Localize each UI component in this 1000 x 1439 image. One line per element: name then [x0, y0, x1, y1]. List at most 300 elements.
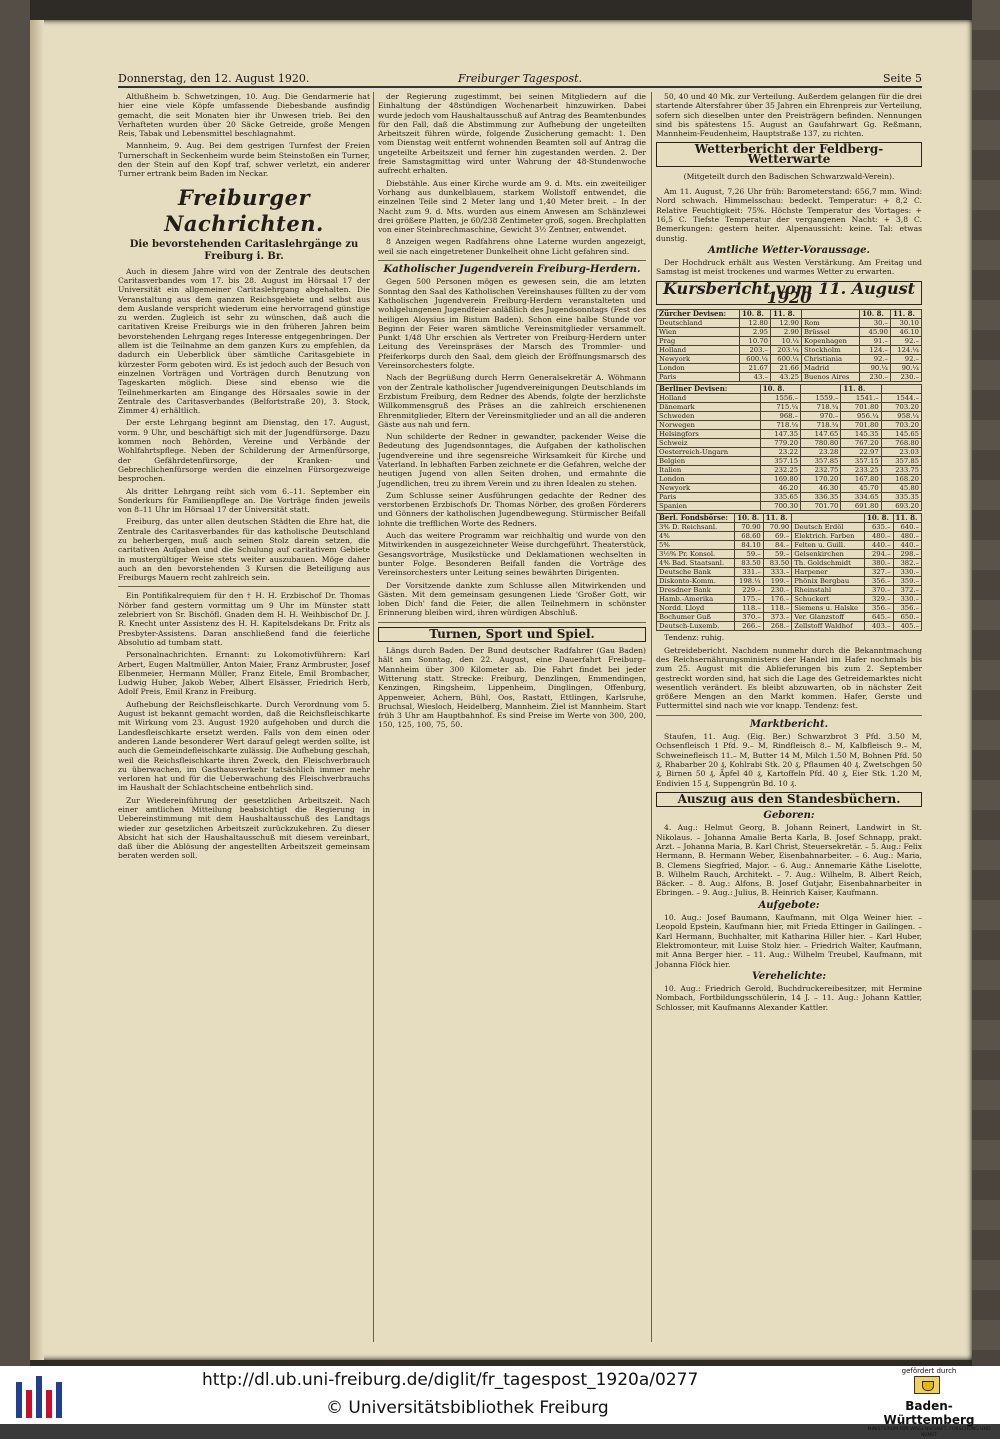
table-cell: 70.90	[735, 523, 763, 532]
column-rule	[651, 92, 652, 1342]
column-header	[802, 310, 860, 319]
table-row	[657, 493, 922, 502]
table-cell: 330.–	[893, 595, 922, 604]
article-paragraph: Der erste Lehrgang beginnt am Dienstag, den 17. August, vorm. 9 Uhr, und beschäftigt sich mit der Jugendfürsorge. Dazu kommen noch Behörden, Vereine und Verbände der Wohlfahrtspflege. Neben der Schilderung der Armenfürsorge, der Gefährdetenfürsorge, der Kranken- und Gebrechlichenfürsorge werden die einzelnen Fürsorgezweige besprochen.	[118, 418, 370, 484]
table-row	[657, 403, 922, 412]
table-cell: 118.–	[763, 604, 791, 613]
table-cell: 357.15	[841, 457, 881, 466]
table-cell: 70.90	[763, 523, 791, 532]
table-row	[657, 346, 922, 355]
column-header: 11. 8.	[771, 310, 802, 319]
column-header: Zürcher Devisen:	[657, 310, 740, 319]
table-header-row	[657, 514, 922, 523]
table-cell: 118.–	[735, 604, 763, 613]
paper-gutter-shadow	[30, 20, 44, 1360]
table-row	[657, 559, 922, 568]
table-cell: Deutsch-Luxemb.	[657, 622, 735, 631]
table-cell: 440.–	[893, 541, 922, 550]
table-cell: 266.–	[735, 622, 763, 631]
table-cell: 600.¼	[740, 355, 771, 364]
table-cell: 23.22	[760, 448, 800, 457]
column-header: Berliner Devisen:	[657, 385, 761, 394]
table-row	[657, 568, 922, 577]
table-row	[657, 373, 922, 382]
table-cell: 84.10	[735, 541, 763, 550]
table-cell: 359.–	[893, 577, 922, 586]
grain-report: Getreidebericht. Nachdem nunmehr durch die Bekanntmachung des Reichsernährungsministers der Handel im Hafer nochmals bis zum 25. August mit die Ablieferungen bis zum 2. September gestreckt worden sind, hat sich die Lage des Getreidemarktes nicht wesentlich verändert. Es bleibt abzuwarten, ob in nächster Zeit größere Mengen an den Markt kommen. Hafer, Gerste und Futtermittel sind nach wie vor knapp. Tendenz: fest.	[656, 645, 922, 711]
table-cell: 169.80	[760, 475, 800, 484]
table-cell: 145.65	[881, 430, 921, 439]
divider	[118, 586, 370, 587]
table-cell: Buenos Aires	[802, 373, 860, 382]
article-headline: Katholischer Jugendverein Freiburg-Herdern.	[383, 264, 641, 276]
table-cell: Newyork	[657, 484, 761, 493]
table-cell: 198.¼	[735, 577, 763, 586]
table-cell: Diskonto-Komm.	[657, 577, 735, 586]
ministry-name: MINISTERIUM FÜR WISSENSCHAFT, FORSCHUNG UND KUNST	[867, 1427, 991, 1438]
table-cell: Harpener	[792, 568, 865, 577]
table-cell: 650.–	[893, 613, 922, 622]
table-cell: Bochumer Guß	[657, 613, 735, 622]
column-header: 10. 8.	[865, 514, 893, 523]
forecast-title: Amtliche Wetter-Voraussage.	[708, 244, 870, 256]
table-cell: Paris	[657, 373, 740, 382]
table-cell: 357.85	[881, 457, 921, 466]
table-cell: 232.75	[801, 466, 841, 475]
table-cell: Norwegen	[657, 421, 761, 430]
table-cell: Oesterreich-Ungarn	[657, 448, 761, 457]
table-cell: 233.75	[881, 466, 921, 475]
table-cell: 124.¼	[890, 346, 921, 355]
table-cell: 23.28	[801, 448, 841, 457]
table-cell: 329.–	[865, 595, 893, 604]
table-cell: Hamb.-Amerika	[657, 595, 735, 604]
table-cell: 45.90	[859, 328, 890, 337]
table-row	[657, 595, 922, 604]
table-cell: Felten u. Guill.	[792, 541, 865, 550]
table-row	[657, 523, 922, 532]
state-crest-icon	[914, 1376, 940, 1394]
column-3	[656, 92, 922, 1342]
article-paragraph: Zum Schlusse seiner Ausführungen gedachte der Redner des verstorbenen Erzbischofs Dr. Thomas Nörber, des großen Förderers und Gönners der katholischen Jugendbewegung. Stürmischer Beifall lohnte die trefflichen Worte des Redners.	[378, 490, 646, 528]
table-row	[657, 586, 922, 595]
table-cell: 380.–	[865, 559, 893, 568]
table-cell: 23.03	[881, 448, 921, 457]
header-paper-name: Freiburger Tagespost.	[458, 72, 583, 85]
table-cell: 298.–	[893, 550, 922, 559]
table-cell: 405.–	[893, 622, 922, 631]
table-cell: 170.20	[801, 475, 841, 484]
table-row	[657, 412, 922, 421]
table-cell: 203.¼	[771, 346, 802, 355]
column-header: 10. 8.	[740, 310, 771, 319]
news-item: Ein Pontifikalrequiem für den † H. H. Erzbischof Dr. Thomas Nörber fand gestern vormittag um 9 Uhr im Münster statt zelebriert von Sr. Bischöfl. Gnaden dem H. H. Weihbischof Dr. J. R. Knecht unter Assistenz des H. H. Kapitelsdekans Dr. Fritz als Presbyter-Assistens. Daran anschließend fand die feierliche Absolutio ad tumbam statt.	[118, 591, 370, 647]
university-library-logo	[12, 1372, 64, 1418]
weather-report-text: Am 11. August, 7,26 Uhr früh: Barometerstand: 656,7 mm. Wind: Nord schwach. Himmelsschau: bedeckt. Temperatur: + 8,2 C. Relative Feuchtigkeit: 75%. Höchste Temperatur des Vortages: + 16,5 C. Tiefste Temperatur der vergangenen Nacht: + 3,8 C. Bemerkungen: gestern heiter. Alpenaussicht: keine. Tal: etwas dunstig.	[656, 187, 922, 243]
logo-bar	[36, 1376, 42, 1418]
banns-list: 10. Aug.: Josef Baumann, Kaufmann, mit Olga Weiner hier. – Leopold Epstein, Kaufmann hier, mit Frieda Ettinger in Gailingen. – Karl Hermann, Buchhalter, mit Katharina Hiller hier. – Karl Huber, Elektromonteur, mit Luise Stolz hier. – Friedrich Walter, Kaufmann, mit Anna Berger hier. – 11. Aug.: Wilhelm Treubel, Kaufmann, mit Johanna Flöck hier.	[656, 913, 922, 969]
table-cell: 45.80	[881, 484, 921, 493]
table-cell: 372.–	[893, 586, 922, 595]
table-cell: 640.–	[893, 523, 922, 532]
table-cell: Madrid	[802, 364, 860, 373]
column-header: 11. 8.	[890, 310, 921, 319]
table-cell: Spanien	[657, 502, 761, 511]
table-row	[657, 484, 922, 493]
table-cell: 30.–	[859, 319, 890, 328]
table-cell: Belgien	[657, 457, 761, 466]
table-cell: 701.70	[801, 502, 841, 511]
table-cell: 22.97	[841, 448, 881, 457]
table-cell: 45.70	[841, 484, 881, 493]
table-cell: 175.–	[735, 595, 763, 604]
table-cell: Deutsch Erdöl	[792, 523, 865, 532]
column-header	[801, 385, 841, 394]
table-cell: 335.35	[881, 493, 921, 502]
table-cell: 12.80	[740, 319, 771, 328]
table-cell: Siemens u. Halske	[792, 604, 865, 613]
table-cell: 90.¼	[890, 364, 921, 373]
table-cell: 382.–	[893, 559, 922, 568]
table-cell: 10.70	[740, 337, 771, 346]
table-cell: 701.80	[841, 403, 881, 412]
table-cell: Holland	[657, 346, 740, 355]
table-cell: 373.–	[763, 613, 791, 622]
table-cell: 701.80	[841, 421, 881, 430]
table-cell: 5%	[657, 541, 735, 550]
article-paragraph: Auch das weitere Programm war reichhaltig und wurde von den Mitwirkenden in ausgezeichneter Weise durchgeführt. Theaterstück, Gesangsvorträge, Musikstücke und Deklamationen wechselten in bunter Folge. Besonderen Beifall fanden die Vorträge des Vereinsorchesters unter Leitung seines bewährten Dirigenten.	[378, 531, 646, 578]
next-page-edge	[972, 0, 1000, 1366]
table-cell: 356.–	[865, 604, 893, 613]
news-item: Diebstähle. Aus einer Kirche wurde am 9. d. Mts. ein zweiteiliger Vorhang aus dunkelblauem, starkem Wollstoff entwendet, die einzelnen Teile sind 2 Meter lang und 1,40 Meter breit. – In der Nacht zum 9. d. Mts. wurden aus einem Anwesen am Schänzlewei drei größere Platten, je 60/238 Zentimeter groß, sogen. Brechplatten von einer Steinbrechmaschine, Gewicht 3½ Zentner, entwendet.	[378, 178, 646, 235]
table-cell: 440.–	[865, 541, 893, 550]
table-cell: 2.95	[740, 328, 771, 337]
article-paragraph: Gegen 500 Personen mögen es gewesen sein, die am letzten Sonntag den Saal des Katholischen Vereinshauses füllten zu der vom Katholischen Jugendverein Freiburg-Herdern veranstalteten und wohlgelungenen Jugendfeier anläßlich des Jugendsonntags (Fest des heiligen Aloysius im Bistum Baden). Schon eine halbe Stunde vor Beginn der Feier waren sämtliche Vereinsmitglieder versammelt. Punkt 1/48 Uhr erschien als Vertreter von Freiburg-Herdern unter Leitung des Vereinspräses der Marsch des Trommler- und Pfeiferkorps durch den Saal, dem gleich der Eröffnungsmarsch des Vereinsorchesters folgte.	[378, 277, 646, 371]
news-item: Altlußheim b. Schwetzingen, 10. Aug. Die Gendarmerie hat hier eine viele Köpfe umfassende Diebesbande ausfindig gemacht, die seit Monaten hier ihr Unwesen trieb. Bei den Verhafteten wurden über 20 Säcke Getreide, große Mengen Reis, Tabak und Lebensmittel beschlagnahmt.	[118, 92, 370, 139]
market-tendency: Tendenz: ruhig.	[664, 633, 725, 643]
column-header: 11. 8.	[841, 385, 881, 394]
market-report-title: Marktbericht.	[749, 718, 829, 730]
table-cell: 46.10	[890, 328, 921, 337]
table-cell: 645.–	[865, 613, 893, 622]
article-paragraph: Nach der Begrüßung durch Herrn Generalsekretär A. Wöhmann von der Zentrale katholischer Jugendvereinigungen Deutschlands im Erzbistum Freiburg, dem Redner des Abends, folgte der herzlichste Willkommensgruß des Präses an die zahlreich erschienenen Ehrenmitglieder, Eltern der Vereinsmitglieder und an all die anderen Gäste aus nah und fern.	[378, 373, 646, 429]
table-cell: 970.–	[801, 412, 841, 421]
table-cell: 268.–	[763, 622, 791, 631]
previous-page-edge	[0, 0, 30, 1366]
table-cell: 2.90	[771, 328, 802, 337]
column-header: 11. 8.	[763, 514, 791, 523]
column-header: 10. 8.	[735, 514, 763, 523]
table-cell: 1541.–	[841, 394, 881, 403]
table-cell: 718.¼	[760, 421, 800, 430]
table-row	[657, 466, 922, 475]
permalink-url[interactable]: http://dl.ub.uni-freiburg.de/diglit/fr_tagespost_1920a/0277	[202, 1370, 699, 1390]
column-header	[881, 385, 921, 394]
table-row	[657, 532, 922, 541]
table-cell: 230.–	[890, 373, 921, 382]
marriages-list: 10. Aug.: Friedrich Gerold, Buchdruckereibesitzer, mit Hermine Nombach, Fortbildungsschülerin, 14 J. – 11. Aug.: Johann Kattler, Schlosser, mit Kaufmanns Alexander Kattler.	[656, 984, 922, 1012]
news-item: Aufhebung der Reichsfleischkarte. Durch Verordnung vom 5. August ist bekannt gemacht worden, daß die Reichsfleischkarte mit Wirkung vom 23. August 1920 aufgehoben und durch die Landesfleischkarte ersetzt werden. Falls von dem einen oder anderen Lande besonderer Wert darauf gelegt werden sollte, ist auch die Gemeindefleischkarte zulässig. Die Aufhebung geschah, weil die Reichsfleischkarte ihren Zweck, den Fleischverbrauch zu überwachen, im Gasthausverkehr tatsächlich immer mehr verloren hat und für die Ueberwachung des Fleischverbrauchs im Haushalt der Schlachtscheine entbehrlich sind.	[118, 699, 370, 793]
zurich-exchange-table	[656, 309, 922, 382]
news-item: 50, 40 und 40 Mk. zur Verteilung. Außerdem gelangen für die drei startende Altersfahrer über 35 Jahren ein Ehrenpreis zur Verteilung, sofern sich dieselben unter den Preisträgern befinden. Nennungen sind bis spätestens 15. August an Gaufahrwart Gg. Reßmann, Mannheim-Feudenheim, Hauptstraße 137, zu richten.	[656, 92, 922, 139]
table-cell: Holland	[657, 394, 761, 403]
table-cell: Paris	[657, 493, 761, 502]
table-cell: 370.–	[735, 613, 763, 622]
section-title-sport: Turnen, Sport und Spiel.	[378, 627, 646, 642]
table-cell: 229.–	[735, 586, 763, 595]
table-cell: Italien	[657, 466, 761, 475]
banns-heading: Aufgebote:	[758, 899, 820, 911]
exchange-report-title: Kursbericht vom 11. August 1920	[656, 281, 922, 306]
table-cell: 1544.–	[881, 394, 921, 403]
copyright-notice: © Universitätsbibliothek Freiburg	[326, 1398, 609, 1418]
table-cell: Nordd. Lloyd	[657, 604, 735, 613]
table-cell: 600.¼	[771, 355, 802, 364]
column-header: 10. 8.	[760, 385, 800, 394]
news-item: Zur Wiedereinführung der gesetzlichen Arbeitszeit. Nach einer amtlichen Mitteilung beabsichtigt die Regierung in Uebereinstimmung mit dem Haushaltausschuß des Landtags wieder zur gesetzlichen Arbeitszeit zurückzukehren. Zu dieser Absicht hat sich der Haushaltausschuß mit diesem vereinbart, daß über die Ablösung der angestellten Arbeitszeit gemeinsam beraten werden soll.	[118, 795, 370, 861]
table-cell: 92.–	[859, 355, 890, 364]
column-header: Berl. Fondsbörse:	[657, 514, 735, 523]
table-cell: 147.65	[801, 430, 841, 439]
column-header: 10. 8.	[859, 310, 890, 319]
table-cell: 21.66	[771, 364, 802, 373]
table-cell: 176.–	[763, 595, 791, 604]
section-title: Freiburger Nachrichten.	[164, 184, 324, 236]
table-cell: 715.¼	[760, 403, 800, 412]
table-cell: 691.80	[841, 502, 881, 511]
article-paragraph: Als dritter Lehrgang reiht sich vom 6.–11. September ein Sonderkurs für Familienpflege an. Die Vorträge finden jeweils von 8–11 Uhr im Hörsaal 17 der Universität statt.	[118, 486, 370, 515]
table-row	[657, 613, 922, 622]
table-cell: Dresdner Bank	[657, 586, 735, 595]
table-cell: 30.10	[890, 319, 921, 328]
table-cell: 968.–	[760, 412, 800, 421]
table-cell: 956.¼	[841, 412, 881, 421]
table-cell: 1556.–	[760, 394, 800, 403]
header-date: Donnerstag, den 12. August 1920.	[118, 72, 310, 85]
table-cell: 43.–	[740, 373, 771, 382]
table-cell: Brüssel	[802, 328, 860, 337]
table-cell: 10.¼	[771, 337, 802, 346]
births-heading: Geboren:	[763, 810, 815, 822]
table-cell: Schuckert	[792, 595, 865, 604]
table-cell: Kopenhagen	[802, 337, 860, 346]
divider	[378, 260, 646, 261]
table-cell: 370.–	[865, 586, 893, 595]
table-cell: Helsingfors	[657, 430, 761, 439]
table-cell: 294.–	[865, 550, 893, 559]
column-header: 11. 8.	[893, 514, 922, 523]
news-item: Mannheim, 9. Aug. Bei dem gestrigen Turnfest der Freien Turnerschaft in Seckenheim wurde beim Steinstoßen ein Turner, den der Stein auf den Kopf traf, schwer verletzt, ein anderer Turner ertrank beim Baden im Neckar.	[118, 141, 370, 179]
table-cell: 43.25	[771, 373, 802, 382]
table-cell: 330.–	[893, 568, 922, 577]
table-cell: Dänemark	[657, 403, 761, 412]
table-cell: Phönix Bergbau	[792, 577, 865, 586]
table-cell: 693.20	[881, 502, 921, 511]
table-cell: Zellstoff Waldhof	[792, 622, 865, 631]
table-cell: 356.–	[893, 604, 922, 613]
table-cell: 480.–	[865, 532, 893, 541]
column-rule	[373, 92, 374, 1342]
table-cell: Newyork	[657, 355, 740, 364]
table-row	[657, 577, 922, 586]
table-cell: 718.¼	[801, 403, 841, 412]
table-cell: 635.–	[865, 523, 893, 532]
article-paragraph: Nun schilderte der Redner in gewandter, packender Weise die Bedeutung des Jugendsonntages, die Aufgaben der katholischen Jugendvereine und ihre segensreiche Wirksamkeit für Kirche und Vaterland. In lebhaften Farben zeichnete er die Gefahren, welche der heutigen Jugend von allen Seiten drohen, und ermahnte die Jugendlichen, treu zu ihrem Verein und zu ihren Idealen zu stehen.	[378, 432, 646, 488]
births-list: 4. Aug.: Helmut Georg, B. Johann Reinert, Landwirt in St. Nikolaus. – Johanna Amalie Berta Karla, B. Josef Schnapp, prakt. Arzt. – Johanna Maria, B. Karl Christ, Steuersekretär. – 5. Aug.: Felix Hermann, B. Hermann Weber, Eisenbahnarbeiter. – 6. Aug.: Maria, B. Clemens Siegfried, Major. – 6. Aug.: Annemarie Käthe Liselotte, B. Wilhelm Rauch, Architekt. – 7. Aug.: Wilhelm, B. Albert Reich, Bäcker. – 8. Aug.: Alfons, B. Josef Gutjahr, Eisenbahnarbeiter in Ebringen. – 9. Aug.: Julius, B. Heinrich Kaiser, Kaufmann.	[656, 823, 922, 898]
weather-report-title: Wetterbericht der Feldberg-Wetterwarte	[656, 142, 922, 167]
table-row	[657, 337, 922, 346]
table-cell: 718.¼	[801, 421, 841, 430]
table-cell: 167.80	[841, 475, 881, 484]
table-cell: London	[657, 364, 740, 373]
table-cell: 83.50	[735, 559, 763, 568]
table-cell: 203.–	[740, 346, 771, 355]
table-cell: 333.–	[763, 568, 791, 577]
article-paragraph: Längs durch Baden. Der Bund deutscher Radfahrer (Gau Baden) hält am Sonntag, den 22. August, eine Dauerfahrt Freiburg–Mannheim über 300 Kilometer ab. Die Fahrt findet bei jeder Witterung statt. Strecke: Freiburg, Denzlingen, Emmendingen, Kenzingen, Ringsheim, Lippenheim, Dinglingen, Offenburg, Appenweier, Achern, Bühl, Oos, Rastatt, Ettlingen, Karlsruhe, Bruchsal, Wiesloch, Heidelberg, Mannheim. Ziel ist Mannheim. Start früh 3 Uhr am Hauptbahnhof. Es sind Preise im Werte von 300, 200, 150, 125, 100, 75, 50.	[378, 646, 646, 730]
table-cell: 83.50	[763, 559, 791, 568]
article-headline: Die bevorstehenden Caritaslehrgänge zu Freiburg i. Br.	[129, 238, 359, 262]
header-page-number: Seite 5	[883, 72, 922, 85]
table-cell: 230.–	[763, 586, 791, 595]
table-row	[657, 502, 922, 511]
table-cell: 336.35	[801, 493, 841, 502]
civil-registry-title: Auszug aus den Standesbüchern.	[656, 792, 922, 807]
table-cell: 92.–	[890, 355, 921, 364]
table-cell: 356.–	[865, 577, 893, 586]
funded-by-label: gefördert durch	[901, 1367, 957, 1375]
table-cell: 703.20	[881, 403, 921, 412]
table-cell: Ver. Glanzstoff	[792, 613, 865, 622]
divider	[656, 715, 922, 716]
article-paragraph: Auch in diesem Jahre wird von der Zentrale des deutschen Caritasverbandes vom 17. bis 28. August im Hörsaal 17 der Universität ein allgemeiner Caritaslehrgang abgehalten. Die Veranstaltung aus dem ganzen Reichsgebiete und selbst aus dem Auslande verspricht wiederum eine hervorragend günstige zu werden. Zugleich ist sehr zu wünschen, daß auch die caritativen Kreise Freiburgs wie in den früheren Jahren beim bevorstehenden Lehrgang reges Interesse entgegenbringen. Der allem ist die Teilnahme an dem ganzen Kurs zu empfehlen, da dadurch ein Ueberblick über sämtliche Caritasgebiete in kürzester Form geboten wird. Es ist jedoch auch der Besuch von einzelnen Vorträgen und Vorträgen durch Benutzung von Tageskarten möglich. Diese sind ebenso wie die Teilnehmerkarten am Eingange des Hörsaales sowie in der Zentrale des Caritasverbandes (Belfortstraße 20), 3. Stock, Zimmer 4) erhältlich.	[118, 266, 370, 416]
table-row	[657, 439, 922, 448]
table-cell: 4% Bad. Staatsanl.	[657, 559, 735, 568]
table-row	[657, 355, 922, 364]
table-cell: 91.–	[859, 337, 890, 346]
table-cell: Rheinstahl	[792, 586, 865, 595]
table-cell: Deutschland	[657, 319, 740, 328]
table-cell: 145.35	[841, 430, 881, 439]
news-item: 8 Anzeigen wegen Radfahrens ohne Laterne wurden angezeigt, weil sie nach eingetretener Dunkelheit ohne Licht gefahren sind.	[378, 237, 646, 256]
table-cell: 403.–	[865, 622, 893, 631]
market-report-text: Staufen, 11. Aug. (Eig. Ber.) Schwarzbrot 3 Pfd. 3.50 M, Ochsenfleisch 1 Pfd. 9.– M, Rindfleisch 8.– M, Kalbfleisch 9.– M, Schweinefleisch 11.– M, Butter 14 M, Milch 1.50 M, Bohnen Pfd. 50 ₰, Rhabarber 20 ₰, Kohlrabi Stk. 20 ₰, Pflaumen 40 ₰, Zwetschgen 50 ₰, Birnen 50 ₰, Äpfel 40 ₰, Kartoffeln Pfd. 40 ₰, Eier Stk. 1.20 M, Endivien 15 ₰, Suppengrün Bd. 10 ₰.	[656, 732, 922, 788]
page-header	[118, 70, 922, 88]
table-cell: Schweden	[657, 412, 761, 421]
table-cell: 92.–	[890, 337, 921, 346]
table-cell: Elektrich. Farben	[792, 532, 865, 541]
table-cell: 357.85	[801, 457, 841, 466]
table-row	[657, 541, 922, 550]
table-row	[657, 421, 922, 430]
table-cell: Rom	[802, 319, 860, 328]
table-cell: 779.20	[760, 439, 800, 448]
table-header-row	[657, 310, 922, 319]
table-cell: 147.35	[760, 430, 800, 439]
state-name: Baden-Württemberg	[883, 1399, 975, 1427]
table-cell: 233.25	[841, 466, 881, 475]
table-cell: 59.–	[763, 550, 791, 559]
table-cell: Schweiz	[657, 439, 761, 448]
divider	[378, 622, 646, 623]
table-row	[657, 319, 922, 328]
column-2	[378, 92, 646, 1342]
page-fold-shadow	[972, 0, 1000, 1366]
table-row	[657, 364, 922, 373]
table-cell: Th. Goldschmidt	[792, 559, 865, 568]
table-cell: 334.65	[841, 493, 881, 502]
table-cell: London	[657, 475, 761, 484]
table-row	[657, 394, 922, 403]
weather-report-source: (Mitgeteilt durch den Badischen Schwarzwald-Verein).	[683, 172, 895, 182]
table-cell: 700.30	[760, 502, 800, 511]
column-header	[792, 514, 865, 523]
table-cell: 84.–	[763, 541, 791, 550]
table-cell: 232.25	[760, 466, 800, 475]
news-item: Personalnachrichten. Ernannt: zu Lokomotivführern: Karl Arbert, Eugen Maltmüller, Anton Maier, Franz Armbruster, Josef Elbenmeier, Hermann Müller, Franz Eitele, Emil Brombacher, Ludwig Huber, Jakob Weber, Albert Elsässer, Friedrich Herb, Adolf Preis, Emil Kranz in Freiburg.	[118, 650, 370, 697]
table-cell: 3% D. Reichsanl.	[657, 523, 735, 532]
table-cell: 230.–	[859, 373, 890, 382]
table-cell: 703.20	[881, 421, 921, 430]
logo-bar	[16, 1382, 22, 1418]
column-1	[118, 92, 370, 1342]
table-cell: 480.–	[893, 532, 922, 541]
table-cell: 46.30	[801, 484, 841, 493]
table-header-row	[657, 385, 922, 394]
table-row	[657, 475, 922, 484]
table-cell: Stockholm	[802, 346, 860, 355]
article-paragraph: Der Vorsitzende dankte zum Schlusse allen Mitwirkenden und Gästen. Mit dem gemeinsam gesungenen Liede 'Großer Gott, wir loben Dich' fand die Feier, die allen Teilnehmern in schönster Erinnerung bleiben wird, ihren würdigen Abschluß.	[378, 580, 646, 618]
table-cell: 59.–	[735, 550, 763, 559]
table-cell: 335.65	[760, 493, 800, 502]
table-cell: 46.20	[760, 484, 800, 493]
table-cell: 12.90	[771, 319, 802, 328]
logo-bar	[26, 1390, 32, 1418]
berlin-stock-table	[656, 513, 922, 631]
forecast-text: Der Hochdruck erhält aus Westen Verstärkung. Am Freitag und Samstag ist meist trockenes und warmes Wetter zu erwarten.	[656, 258, 922, 277]
table-cell: 331.–	[735, 568, 763, 577]
table-cell: 90.¼	[859, 364, 890, 373]
table-cell: Prag	[657, 337, 740, 346]
article-paragraph: Freiburg, das unter allen deutschen Städten die Ehre hat, die Zentrale des Caritasverbandes für das katholische Deutschland zu beherbergen, muß auch seinen Stolz darein setzen, die caritativen Aufgaben und die Schulung auf caritativem Gebiete in mustergültiger Weise stets weiter auszubauen. Möge daher auch an den bevorstehenden 3 Kursen die Beteiligung aus Freiburgs Mauern recht zahlreich sein.	[118, 517, 370, 583]
table-row	[657, 430, 922, 439]
logo-bar	[46, 1390, 52, 1418]
table-row	[657, 604, 922, 613]
table-cell: 168.20	[881, 475, 921, 484]
table-row	[657, 448, 922, 457]
table-cell: 357.15	[760, 457, 800, 466]
table-cell: Christiania	[802, 355, 860, 364]
table-cell: 767.20	[841, 439, 881, 448]
table-cell: 69.–	[763, 532, 791, 541]
table-cell: 124.–	[859, 346, 890, 355]
berlin-exchange-table	[656, 384, 922, 511]
table-cell: Wien	[657, 328, 740, 337]
table-cell: 780.80	[801, 439, 841, 448]
table-row	[657, 550, 922, 559]
table-cell: 958.¼	[881, 412, 921, 421]
table-cell: 1559.–	[801, 394, 841, 403]
table-cell: 68.60	[735, 532, 763, 541]
table-row	[657, 328, 922, 337]
marriages-heading: Verehelichte:	[751, 970, 827, 982]
table-cell: 21.67	[740, 364, 771, 373]
logo-bar	[56, 1382, 62, 1418]
table-cell: Deutsche Bank	[657, 568, 735, 577]
table-row	[657, 622, 922, 631]
table-cell: 3½% Pr. Konsol.	[657, 550, 735, 559]
table-cell: 199.–	[763, 577, 791, 586]
table-cell: 768.80	[881, 439, 921, 448]
